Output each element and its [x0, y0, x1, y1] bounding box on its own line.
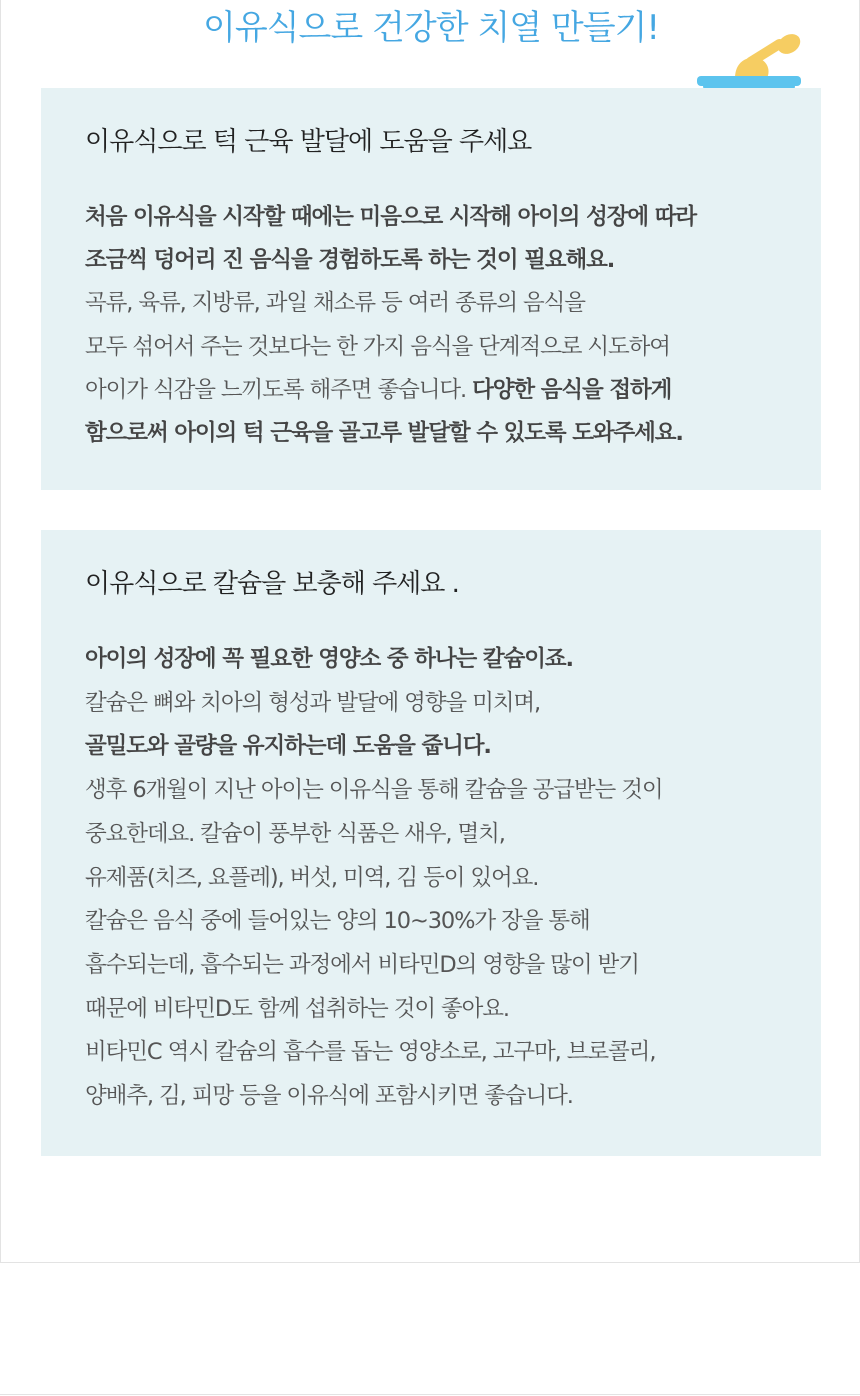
- bold-text: 다양한 음식을 접하게: [472, 376, 672, 403]
- text-line: [85, 813, 805, 857]
- text-line: [85, 682, 805, 726]
- text-line: [85, 282, 805, 325]
- bold-text: 골밀도와 골량을 유지하는데 도움을 줍니다.: [85, 733, 491, 760]
- bold-text: 아이의 성장에 꼭 필요한 영양소 중 하나는 칼슘이죠.: [85, 646, 573, 672]
- section-body: [85, 638, 805, 1119]
- text-line: [85, 412, 805, 455]
- plain-text: 비타민C 역시 칼슘의 흡수를 돕는 영양소로, 고구마, 브로콜리,: [85, 1039, 656, 1066]
- text-line: [85, 725, 805, 769]
- bold-text: 조금씩 덩어리 진 음식을 경험하도록 하는 것이 필요해요.: [85, 247, 615, 274]
- text-line: [85, 196, 805, 239]
- text-line: [85, 369, 805, 412]
- text-line: [85, 638, 805, 682]
- plain-text: 양배추, 김, 피망 등을 이유식에 포함시키면 좋습니다.: [85, 1083, 573, 1110]
- spoon-shape: [735, 30, 804, 78]
- section-heading: 이유식으로 칼슘을 보충해 주세요 .: [85, 569, 459, 599]
- text-line: [85, 1031, 805, 1075]
- text-line: [85, 900, 805, 944]
- plain-text: 흡수되는데, 흡수되는 과정에서 비타민D의 영향을 많이 받기: [85, 951, 639, 978]
- text-line: [85, 1075, 805, 1119]
- plain-text: 중요한데요. 칼슘이 풍부한 식품은 새우, 멸치,: [85, 820, 505, 847]
- plain-text: 유제품(치즈, 요플레), 버섯, 미역, 김 등이 있어요.: [85, 864, 539, 891]
- plain-text: 칼슘은 음식 중에 들어있는 양의 10~30%가 장을 통해: [85, 908, 590, 935]
- plain-text: 모두 섞어서 주는 것보다는 한 가지 음식을 단계적으로 시도하여: [85, 333, 670, 360]
- text-line: [85, 857, 805, 901]
- bold-text: 처음 이유식을 시작할 때에는 미음으로 시작해 아이의 성장에 따라: [85, 204, 697, 230]
- plain-text: 때문에 비타민D도 함께 섭취하는 것이 좋아요.: [85, 995, 509, 1022]
- section-jaw-muscle: [41, 88, 821, 490]
- bold-text: 함으로써 아이의 턱 근육을 골고루 발달할 수 있도록 도와주세요.: [85, 420, 683, 447]
- page-title: 이유식으로 건강한 치열 만들기!: [202, 8, 660, 48]
- text-line: [85, 326, 805, 369]
- text-line: [85, 944, 805, 988]
- text-line: [85, 769, 805, 813]
- plain-text: 아이가 식감을 느끼도록 해주면 좋습니다.: [85, 376, 473, 403]
- plain-text: 곡류, 육류, 지방류, 과일 채소류 등 여러 종류의 음식을: [85, 290, 585, 317]
- section-calcium: [41, 530, 821, 1156]
- text-line: [85, 988, 805, 1032]
- section-body: [85, 196, 805, 455]
- section-heading: 이유식으로 턱 근육 발달에 도움을 주세요: [85, 127, 532, 157]
- plain-text: 칼슘은 뼈와 치아의 형성과 발달에 영향을 미치며,: [85, 689, 541, 716]
- bottom-divider: [0, 1394, 860, 1395]
- plain-text: 생후 6개월이 지난 아이는 이유식을 통해 칼슘을 공급받는 것이: [85, 777, 663, 804]
- text-line: [85, 239, 805, 282]
